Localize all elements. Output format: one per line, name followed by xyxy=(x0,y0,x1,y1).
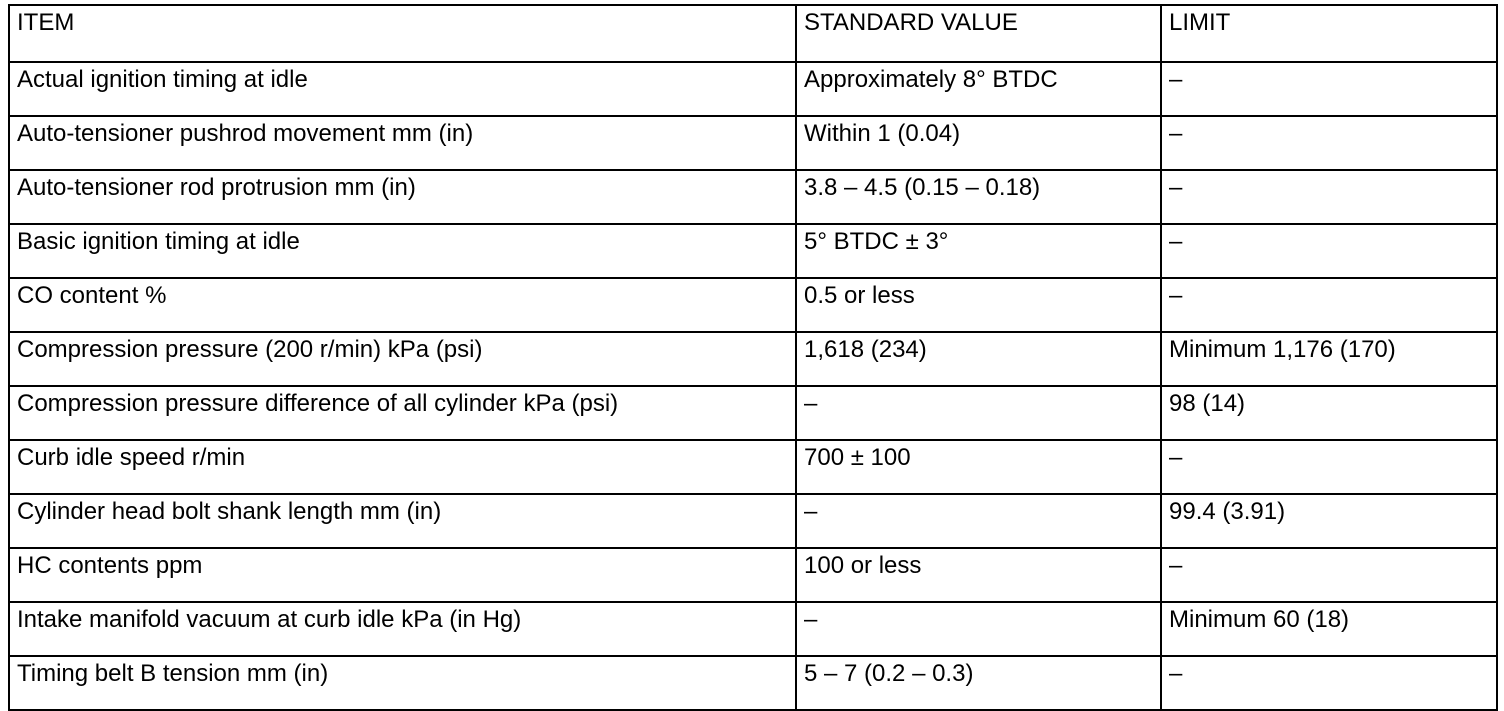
column-header-item: ITEM xyxy=(9,5,796,62)
table-row xyxy=(9,224,1497,278)
cell-item: Timing belt B tension mm (in) xyxy=(9,656,796,710)
table-row xyxy=(9,116,1497,170)
cell-item: Basic ignition timing at idle xyxy=(9,224,796,278)
cell-limit: 99.4 (3.91) xyxy=(1161,494,1497,548)
cell-limit: Minimum 60 (18) xyxy=(1161,602,1497,656)
cell-standard-value: 1,618 (234) xyxy=(796,332,1161,386)
table-header-row xyxy=(9,5,1497,62)
cell-item: Intake manifold vacuum at curb idle kPa (in Hg) xyxy=(9,602,796,656)
cell-standard-value: – xyxy=(796,494,1161,548)
cell-standard-value: 100 or less xyxy=(796,548,1161,602)
specification-table xyxy=(8,4,1498,711)
cell-standard-value: Approximately 8° BTDC xyxy=(796,62,1161,116)
cell-limit: – xyxy=(1161,62,1497,116)
cell-standard-value: 5 – 7 (0.2 – 0.3) xyxy=(796,656,1161,710)
cell-limit: – xyxy=(1161,116,1497,170)
cell-item: Actual ignition timing at idle xyxy=(9,62,796,116)
cell-item: HC contents ppm xyxy=(9,548,796,602)
cell-limit: 98 (14) xyxy=(1161,386,1497,440)
table-row xyxy=(9,548,1497,602)
table-body xyxy=(9,62,1497,710)
cell-limit: – xyxy=(1161,278,1497,332)
table-row xyxy=(9,170,1497,224)
cell-standard-value: 5° BTDC ± 3° xyxy=(796,224,1161,278)
cell-item: CO content % xyxy=(9,278,796,332)
table-header xyxy=(9,5,1497,62)
table-row xyxy=(9,332,1497,386)
cell-standard-value: Within 1 (0.04) xyxy=(796,116,1161,170)
cell-standard-value: – xyxy=(796,386,1161,440)
cell-item: Auto-tensioner pushrod movement mm (in) xyxy=(9,116,796,170)
column-header-limit: LIMIT xyxy=(1161,5,1497,62)
cell-limit: – xyxy=(1161,440,1497,494)
table-row xyxy=(9,386,1497,440)
table-row xyxy=(9,494,1497,548)
cell-limit: Minimum 1,176 (170) xyxy=(1161,332,1497,386)
cell-standard-value: 0.5 or less xyxy=(796,278,1161,332)
cell-standard-value: – xyxy=(796,602,1161,656)
table-row xyxy=(9,656,1497,710)
table-row xyxy=(9,602,1497,656)
column-header-standard-value: STANDARD VALUE xyxy=(796,5,1161,62)
cell-limit: – xyxy=(1161,656,1497,710)
cell-item: Auto-tensioner rod protrusion mm (in) xyxy=(9,170,796,224)
cell-standard-value: 700 ± 100 xyxy=(796,440,1161,494)
cell-limit: – xyxy=(1161,548,1497,602)
table-row xyxy=(9,62,1497,116)
table-row xyxy=(9,440,1497,494)
cell-limit: – xyxy=(1161,224,1497,278)
cell-limit: – xyxy=(1161,170,1497,224)
cell-standard-value: 3.8 – 4.5 (0.15 – 0.18) xyxy=(796,170,1161,224)
cell-item: Compression pressure (200 r/min) kPa (psi) xyxy=(9,332,796,386)
table-row xyxy=(9,278,1497,332)
cell-item: Cylinder head bolt shank length mm (in) xyxy=(9,494,796,548)
cell-item: Curb idle speed r/min xyxy=(9,440,796,494)
cell-item: Compression pressure difference of all cylinder kPa (psi) xyxy=(9,386,796,440)
